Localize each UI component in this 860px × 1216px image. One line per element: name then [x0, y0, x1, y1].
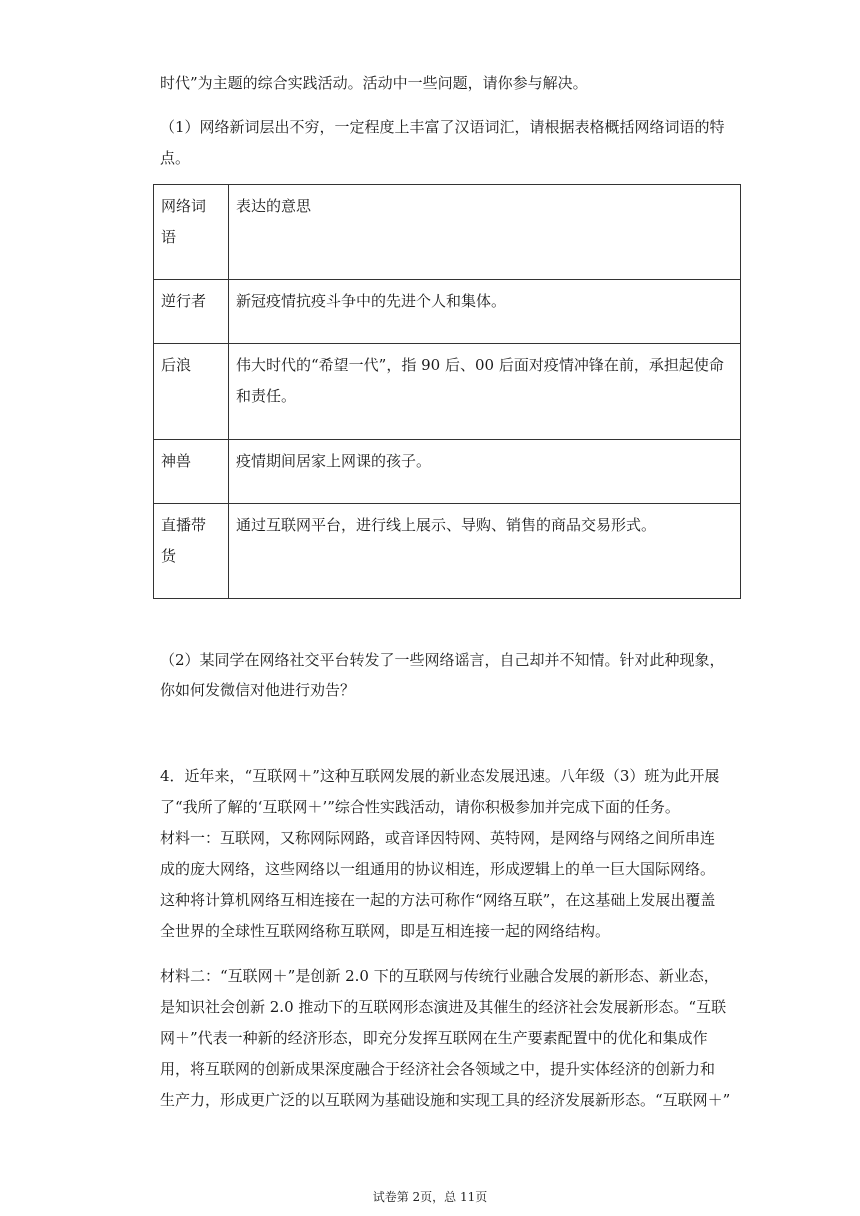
word-cell — [154, 504, 229, 599]
question-4-line: 4．近年来，“互联网＋”这种互联网发展的新业态发展迅速。八年级（3）班为此开展 — [160, 767, 720, 785]
material-2-line: 是知识社会创新 2.0 推动下的互联网形态演进及其催生的经济社会发展新形态。“互联 — [160, 998, 727, 1016]
header-cell-meaning — [229, 185, 741, 280]
cell-text: 通过互联网平台，进行线上展示、导购、销售的商品交易形式。 — [236, 516, 657, 534]
cell-text: 逆行者 — [161, 292, 207, 310]
page-footer: 试卷第 2页，总 11页 — [372, 1190, 488, 1204]
meaning-cell — [229, 440, 741, 504]
material-2-line: 用，将互联网的创新成果深度融合于经济社会各领域之中，提升实体经济的创新力和 — [160, 1060, 716, 1078]
cell-text: 表达的意思 — [236, 197, 312, 215]
material-1-line: 材料一：互联网，又称网际网路，或音译因特网、英特网，是网络与网络之间所串连 — [160, 829, 716, 847]
text-line: 时代”为主题的综合实践活动。活动中一些问题，请你参与解决。 — [160, 74, 588, 92]
material-2-line: 生产力，形成更广泛的以互联网为基础设施和实现工具的经济发展新形态。“互联网＋” — [160, 1091, 731, 1109]
question-1-line: 点。 — [160, 149, 191, 167]
table-row — [154, 280, 741, 344]
table-row — [154, 504, 741, 599]
cell-text: 网络词 — [161, 197, 207, 215]
cell-text: 伟大时代的“希望一代”，指 90 后、00 后面对疫情冲锋在前，承担起使命 — [236, 356, 724, 374]
material-2-line: 网＋”代表一种新的经济形态，即充分发挥互联网在生产要素配置中的优化和集成作 — [160, 1029, 708, 1047]
cell-text: 新冠疫情抗疫斗争中的先进个人和集体。 — [236, 292, 507, 310]
meaning-cell — [229, 344, 741, 440]
table-row — [154, 440, 741, 504]
material-1-line: 全世界的全球性互联网络称互联网，即是互相连接一起的网络结构。 — [160, 922, 611, 940]
cell-text: 疫情期间居家上网课的孩子。 — [236, 452, 432, 470]
cell-text: 直播带 — [161, 516, 207, 534]
material-2-line: 材料二：“互联网＋”是创新 2.0 下的互联网与传统行业融合发展的新形态、新业态， — [160, 967, 719, 985]
question-2-line: （2）某同学在网络社交平台转发了一些网络谣言，自己却并不知情。针对此种现象， — [160, 651, 725, 669]
table-header-row — [154, 185, 741, 280]
header-cell-word — [154, 185, 229, 280]
question-4-line: 了“我所了解的‘互联网＋’”综合性实践活动，请你积极参加并完成下面的任务。 — [160, 798, 680, 816]
cell-text: 语 — [161, 228, 177, 246]
question-1-line: （1）网络新词层出不穷，一定程度上丰富了汉语词汇，请根据表格概括网络词语的特 — [160, 118, 725, 136]
word-cell — [154, 344, 229, 440]
word-cell — [154, 440, 229, 504]
cell-text: 货 — [161, 547, 177, 565]
cell-text: 神兽 — [161, 452, 192, 470]
meaning-cell — [229, 280, 741, 344]
question-2-line: 你如何发微信对他进行劝告？ — [160, 681, 356, 699]
table-row — [154, 344, 741, 440]
word-cell — [154, 280, 229, 344]
meaning-cell — [229, 504, 741, 599]
internet-words-table — [153, 184, 741, 599]
material-1-line: 这种将计算机网络互相连接在一起的方法可称作“网络互联”，在这基础上发展出覆盖 — [160, 891, 716, 909]
cell-text: 和责任。 — [236, 387, 297, 405]
cell-text: 后浪 — [161, 356, 192, 374]
material-1-line: 成的庞大网络，这些网络以一组通用的协议相连，形成逻辑上的单一巨大国际网络。 — [160, 860, 716, 878]
